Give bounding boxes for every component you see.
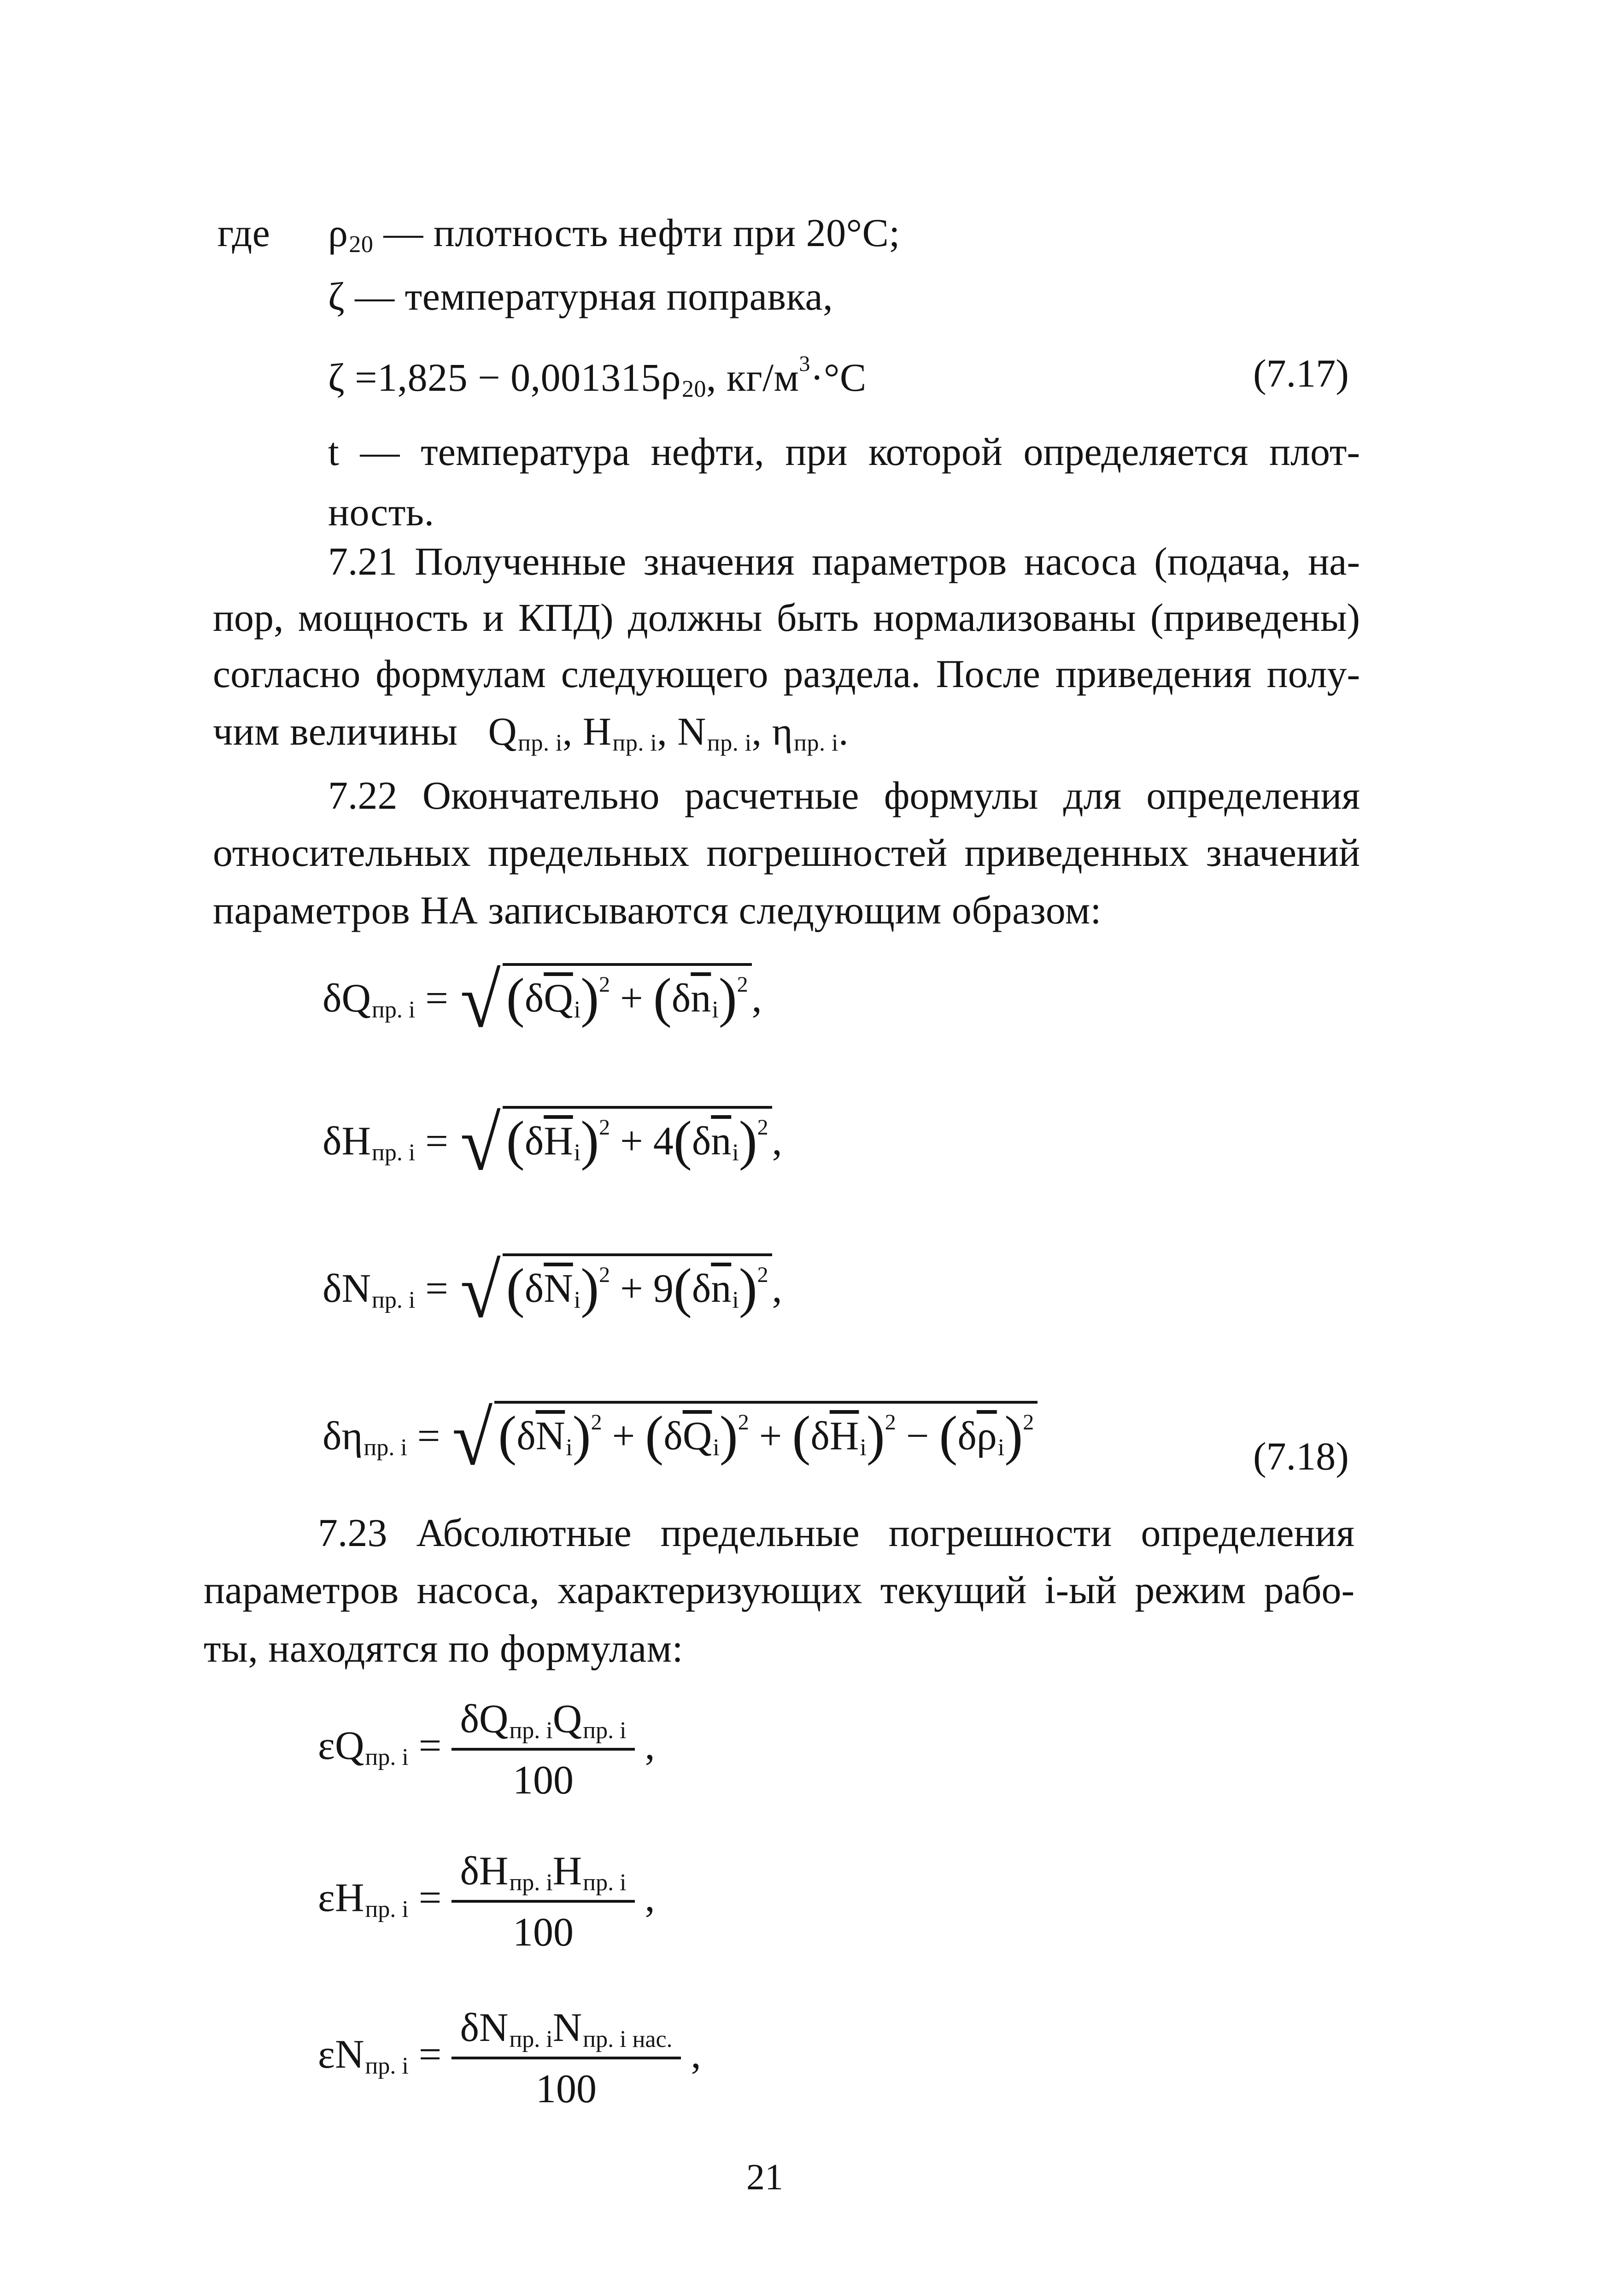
fraction (451, 1848, 634, 1956)
equals: = (425, 1119, 448, 1164)
delta: δ (663, 1414, 683, 1458)
n-cap-bar: $\overline{N}$ (544, 1266, 573, 1311)
square: 2 (599, 1115, 610, 1140)
h-symbol: H (582, 709, 612, 753)
sqrt-sign: √ (452, 1395, 493, 1482)
sqrt-sign: √ (460, 957, 501, 1044)
delta: δ (957, 1414, 977, 1458)
eN-lhs: εN (318, 2032, 364, 2077)
square: 2 (737, 972, 748, 997)
zeta-units-sup: 3 (799, 352, 810, 376)
sub: пр. i (509, 1717, 553, 1744)
comma: , (562, 709, 573, 753)
delta: δ (524, 1266, 544, 1311)
rho-description: — плотность нефти при 20°С; (383, 211, 900, 255)
comma: , (772, 1266, 782, 1311)
eta-subscript: пр. i (794, 730, 838, 756)
eta-symbol: η (772, 709, 793, 753)
square: 2 (1023, 1410, 1034, 1435)
delta: δ (516, 1414, 536, 1458)
i-sub: i (732, 1140, 739, 1166)
delta: δ (671, 976, 691, 1021)
comma: , (751, 976, 762, 1021)
i-sub: i (997, 1435, 1005, 1461)
p721-line1: 7.21 Полученные значения параметров насоса (подача, на- (328, 539, 1360, 583)
numerator (451, 1696, 634, 1751)
i-sub: i (574, 1140, 581, 1166)
sub: пр. i нас. (583, 2026, 673, 2052)
formula-deta (322, 1395, 1038, 1482)
radicand: $(\delta\overline{Q}_i)^2 + (\delta\overline{n}_i)^2$ (503, 963, 752, 1029)
t-definition-line1: t — температура нефти, при которой определяется плот- (328, 429, 1360, 474)
equals: = (417, 1414, 440, 1458)
n-symbol: N (677, 709, 706, 753)
rho-symbol: ρ (328, 211, 348, 255)
formula-eH (318, 1848, 655, 1956)
formula-dQ (322, 957, 762, 1044)
plus: + (759, 1414, 782, 1458)
dN-lhs-sub: пр. i (372, 1287, 416, 1313)
denominator: 100 (513, 1910, 574, 1955)
plus: + (612, 1414, 635, 1458)
dN: δN (460, 2005, 509, 2050)
dH-lhs-sub: пр. i (372, 1140, 416, 1166)
n-bar: $\overline{n}$ (691, 976, 711, 1021)
dH-lhs: δH (322, 1119, 371, 1164)
where-lead: где (217, 211, 270, 255)
coefficient-4: 4 (653, 1119, 674, 1164)
square: 2 (757, 1262, 768, 1287)
n-cap-bar: $\overline{N}$ (535, 1414, 565, 1458)
equals: = (418, 2032, 442, 2077)
q: Q (552, 1697, 582, 1741)
rho-subscript: 20 (349, 231, 374, 258)
plus: + (620, 976, 643, 1021)
coefficient-9: 9 (653, 1266, 674, 1311)
rho-bar: $\overline{\rho}$ (976, 1414, 997, 1458)
q-subscript: пр. i (518, 730, 563, 756)
q-bar: $\overline{Q}$ (682, 1414, 712, 1458)
square: 2 (599, 1262, 610, 1287)
sub: пр. i (583, 1717, 627, 1744)
equals: = (418, 1876, 442, 1921)
h: H (552, 1849, 582, 1893)
p722-line2: относительных предельных погрешностей приведенных значений (213, 830, 1360, 875)
numerator (451, 2005, 680, 2059)
delta: δ (692, 1119, 711, 1164)
comma: , (645, 1876, 655, 1921)
fraction (451, 2005, 680, 2112)
sub: пр. i (583, 1870, 627, 1896)
radicand: $(\delta\overline{N}_i)^2 + 9(\delta\overline{n}_i)^2$ (503, 1253, 772, 1320)
p722-line1: 7.22 Окончательно расчетные формулы для определения (328, 773, 1360, 817)
n-bar: $\overline{n}$ (711, 1119, 732, 1164)
zeta-formula (328, 350, 867, 404)
plus: + (620, 1119, 643, 1164)
delta: δ (524, 976, 544, 1021)
square: 2 (757, 1115, 768, 1140)
formula-dN (322, 1247, 782, 1334)
sub: пр. i (509, 1870, 553, 1896)
zeta-description: — температурная поправка, (355, 274, 833, 318)
zeta-symbol: ζ (328, 274, 345, 318)
zeta-formula-sub: 20 (682, 376, 707, 403)
equation-number-7-18: (7.18) (1253, 1434, 1349, 1478)
i-sub: i (732, 1287, 739, 1313)
comma: , (691, 2032, 701, 2077)
comma: , (657, 709, 668, 753)
deta-lhs: δη (322, 1414, 363, 1458)
zeta-formula-main: ζ =1,825 − 0,001315ρ (328, 355, 681, 400)
q-symbol: Q (488, 709, 517, 753)
eN-lhs-sub: пр. i (365, 2053, 409, 2080)
formula-dH (322, 1100, 782, 1187)
delta: δ (810, 1414, 830, 1458)
formula-eQ (318, 1696, 655, 1804)
p723-line3: ты, находятся по формулам: (204, 1626, 683, 1670)
h-bar: $\overline{H}$ (544, 1119, 573, 1164)
i-sub: i (712, 997, 719, 1023)
plus: + (620, 1266, 643, 1311)
q-bar: $\overline{Q}$ (544, 976, 573, 1021)
minus: − (906, 1414, 929, 1458)
formula-eN (318, 2005, 701, 2112)
h-bar: $\overline{H}$ (829, 1414, 859, 1458)
comma: , (772, 1119, 782, 1164)
dN-lhs: δN (322, 1266, 371, 1311)
numerator (451, 1848, 634, 1903)
dQ: δQ (460, 1697, 509, 1741)
h-subscript: пр. i (612, 730, 657, 756)
denominator: 100 (536, 2067, 597, 2111)
period: . (838, 709, 849, 753)
p721-line2: пор, мощность и КПД) должны быть нормализованы (приведены) (213, 595, 1360, 640)
t-definition-line2: ность. (328, 490, 434, 534)
zeta-definition (328, 272, 833, 322)
p723-line1: 7.23 Абсолютные предельные погрешности определения (318, 1511, 1354, 1555)
page-number: 21 (746, 2157, 783, 2198)
p721-line4-text: чим величины (213, 709, 458, 753)
equals: = (425, 976, 448, 1021)
dH: δH (460, 1849, 509, 1893)
denominator: 100 (513, 1758, 574, 1803)
p723-line2: параметров насоса, характеризующих текущий i-ый режим рабо- (204, 1568, 1354, 1612)
fraction (451, 1696, 634, 1804)
equals: = (418, 1723, 442, 1769)
sqrt-sign: √ (460, 1247, 501, 1334)
square: 2 (599, 972, 610, 997)
p722-line3: параметров НА записываются следующим образом: (213, 888, 1102, 932)
square: 2 (885, 1410, 896, 1435)
sub: пр. i (509, 2026, 553, 2052)
comma: , (645, 1723, 655, 1769)
p721-line3: согласно формулам следующего раздела. После приведения полу- (213, 652, 1360, 696)
delta: δ (692, 1266, 711, 1311)
radicand: $(\delta\overline{H}_i)^2 + 4(\delta\overline{n}_i)^2$ (503, 1106, 772, 1172)
eQ-lhs: εQ (318, 1723, 364, 1769)
i-sub: i (713, 1435, 720, 1461)
eH-lhs: εH (318, 1876, 364, 1921)
i-sub: i (566, 1435, 573, 1461)
p721-line4 (213, 707, 849, 758)
sqrt-sign: √ (460, 1100, 501, 1187)
eH-lhs-sub: пр. i (365, 1896, 409, 1923)
eQ-lhs-sub: пр. i (365, 1744, 409, 1771)
zeta-units-a: , кг/м (706, 355, 799, 400)
comma: , (751, 709, 762, 753)
i-sub: i (574, 1287, 581, 1313)
equals: = (425, 1266, 448, 1311)
delta: δ (524, 1119, 544, 1164)
zeta-units-b: ·°С (810, 355, 867, 400)
square: 2 (591, 1410, 602, 1435)
dQ-lhs: δQ (322, 976, 371, 1021)
deta-lhs-sub: пр. i (363, 1435, 407, 1461)
n: N (552, 2005, 582, 2050)
rho-definition (328, 208, 900, 259)
i-sub: i (860, 1435, 867, 1461)
radicand: $(\delta\overline{N}_i)^2 + (\delta\overline{Q}_i)^2 + (\delta\overline{H}_i)^2 - (\delta\overline{\rho}_i)^2$ (494, 1401, 1038, 1467)
equation-number-7-17: (7.17) (1253, 351, 1349, 395)
n-bar: $\overline{n}$ (711, 1266, 732, 1311)
square: 2 (738, 1410, 749, 1435)
dQ-lhs-sub: пр. i (372, 997, 416, 1023)
i-sub: i (574, 997, 581, 1023)
n-subscript: пр. i (707, 730, 752, 756)
